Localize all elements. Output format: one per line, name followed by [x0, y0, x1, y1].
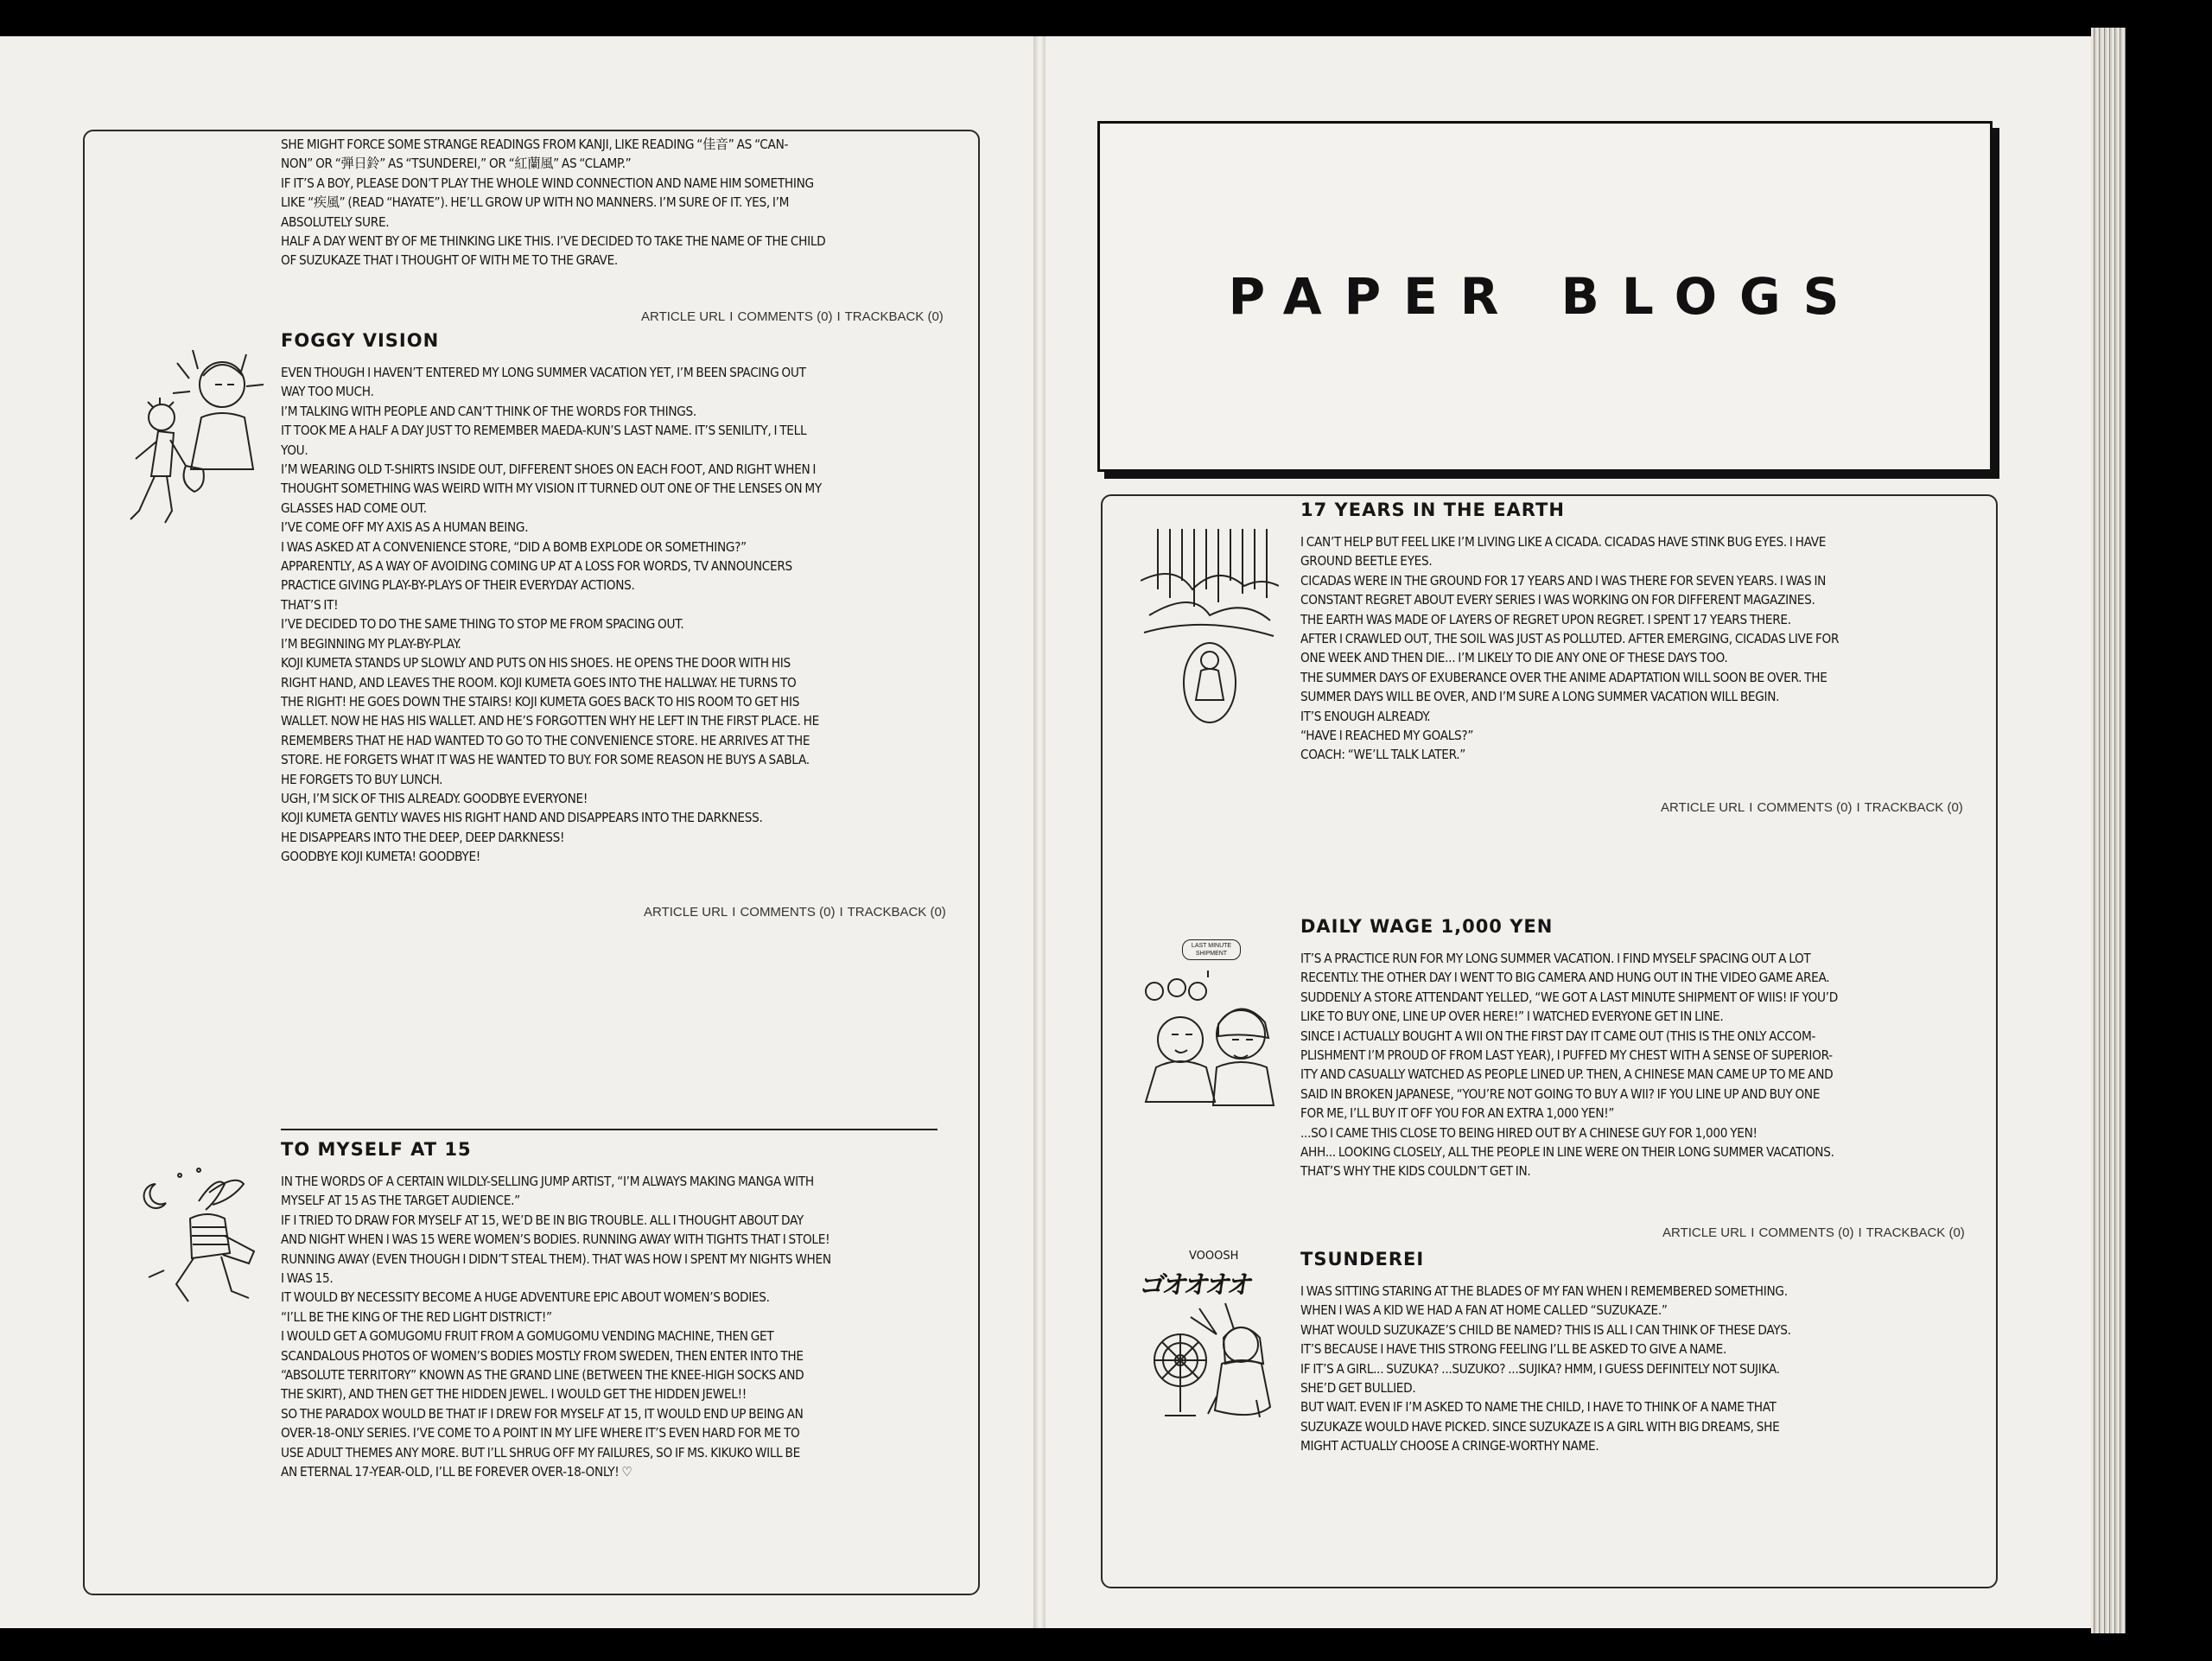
- entry-body: [281, 363, 972, 867]
- text-line: SCANDALOUS PHOTOS OF WOMEN’S BODIES MOSTLY FROM SWEDEN, THEN ENTER INTO THE: [281, 1347, 804, 1364]
- continued-entry: [281, 135, 972, 270]
- text-line: “HAVE I REACHED MY GOALS?”: [1300, 728, 1474, 744]
- text-line: THAT’S IT!: [281, 596, 339, 613]
- text-line: I’M WEARING OLD T-SHIRTS INSIDE OUT, DIFFERENT SHOES ON EACH FOOT, AND RIGHT WHEN I: [281, 461, 817, 478]
- meta-separator: I: [1751, 1225, 1755, 1240]
- page-edges: [2091, 28, 2127, 1633]
- text-line: FOR ME, I’LL BUY IT OFF YOU FOR AN EXTRA 1,000 YEN!”: [1300, 1105, 1615, 1122]
- text-line: COACH: “WE’LL TALK LATER.”: [1300, 747, 1466, 763]
- meta-separator: I: [836, 309, 841, 324]
- text-line: HE DISAPPEARS INTO THE DEEP, DEEP DARKNESS!: [281, 829, 565, 845]
- entry-body: [1300, 1282, 1992, 1456]
- text-line: SINCE I ACTUALLY BOUGHT A WII ON THE FIRST DAY IT CAME OUT (THIS IS THE ONLY ACCOM-: [1300, 1028, 1816, 1044]
- text-line: THOUGHT SOMETHING WAS WEIRD WITH MY VISION IT TURNED OUT ONE OF THE LENSES ON MY: [281, 480, 822, 497]
- meta-separator: I: [1856, 800, 1860, 815]
- text-line: ABSOLUTELY SURE.: [281, 213, 390, 230]
- text-line: PRACTICE GIVING PLAY-BY-PLAYS OF THEIR EVERYDAY ACTIONS.: [281, 577, 635, 594]
- article-url-link[interactable]: ARTICLE URL: [641, 309, 726, 324]
- comments-link[interactable]: COMMENTS (0): [1757, 800, 1853, 815]
- continued-entry-meta: [641, 309, 944, 324]
- sfx-text: VOOOSH: [1189, 1250, 1239, 1263]
- text-line: THE RIGHT! HE GOES DOWN THE STAIRS! KOJI KUMETA GOES BACK TO HIS ROOM TO GET HIS: [281, 693, 800, 710]
- text-line: I’VE DECIDED TO DO THE SAME THING TO STOP ME FROM SPACING OUT.: [281, 616, 684, 633]
- trackback-link[interactable]: TRACKBACK (0): [844, 309, 944, 324]
- section-title: PAPER BLOGS: [1228, 267, 1862, 326]
- entry-title: 17 YEARS IN THE EARTH: [1300, 500, 1565, 520]
- text-line: BUT WAIT. EVEN IF I’M ASKED TO NAME THE CHILD, I HAVE TO THINK OF A NAME THAT: [1300, 1399, 1777, 1416]
- entry-tsunderei: [1300, 1249, 1992, 1456]
- text-line: YOU.: [281, 442, 308, 458]
- text-line: I CAN’T HELP BUT FEEL LIKE I’M LIVING LIKE A CICADA. CICADAS HAVE STINK BUG EYES. I HAVE: [1300, 534, 1827, 550]
- text-line: HE FORGETS TO BUY LUNCH.: [281, 771, 443, 787]
- cicada-tree-illustration: [1141, 529, 1279, 728]
- text-line: I WAS SITTING STARING AT THE BLADES OF MY FAN WHEN I REMEMBERED SOMETHING.: [1300, 1283, 1788, 1299]
- text-line: AN ETERNAL 17-YEAR-OLD, I’LL BE FOREVER OVER-18-ONLY! ♡: [281, 1464, 632, 1480]
- text-line: WHAT WOULD SUZUKAZE’S CHILD BE NAMED? THIS IS ALL I CAN THINK OF THESE DAYS.: [1300, 1321, 1791, 1338]
- wii-line-illustration: [1139, 938, 1281, 1115]
- entry-title: TO MYSELF AT 15: [281, 1129, 938, 1163]
- text-line: SUDDENLY A STORE ATTENDANT YELLED, “WE GOT A LAST MINUTE SHIPMENT OF WIIS! IF YOU’D: [1300, 989, 1838, 1005]
- text-line: I WAS 15.: [281, 1270, 334, 1287]
- text-line: SO THE PARADOX WOULD BE THAT IF I DREW FOR MYSELF AT 15, IT WOULD END UP BEING AN: [281, 1405, 804, 1422]
- text-line: AND NIGHT WHEN I WAS 15 WERE WOMEN’S BODIES. RUNNING AWAY WITH TIGHTS THAT I STOLE!: [281, 1231, 830, 1248]
- meta-separator: I: [839, 905, 843, 920]
- text-line: SAID IN BROKEN JAPANESE, “YOU’RE NOT GOING TO BUY A WII? IF YOU LINE UP AND BUY ONE: [1300, 1085, 1821, 1102]
- text-line: ...SO I CAME THIS CLOSE TO BEING HIRED OUT BY A CHINESE GUY FOR 1,000 YEN!: [1300, 1124, 1758, 1141]
- text-line: IF IT’S A GIRL... SUZUKA? ...SUZUKO? ...SUJIKA? HMM, I GUESS DEFINITELY NOT SUJIKA.: [1300, 1360, 1780, 1377]
- text-line: ITY AND CASUALLY WATCHED AS PEOPLE LINED UP. THEN, A CHINESE MAN CAME UP TO ME AND: [1300, 1066, 1834, 1083]
- text-line: THE SKIRT), AND THEN GET THE HIDDEN JEWEL. I WOULD GET THE HIDDEN JEWEL!!: [281, 1386, 747, 1403]
- text-line: IN THE WORDS OF A CERTAIN WILDLY-SELLING JUMP ARTIST, “I’M ALWAYS MAKING MANGA WITH: [281, 1174, 814, 1189]
- entry-17-years-in-the-earth: [1300, 500, 1992, 765]
- text-line: LIKE TO BUY ONE, LINE UP OVER HERE!” I WATCHED EVERYONE GET IN LINE.: [1300, 1009, 1724, 1025]
- text-line: STORE. HE FORGETS WHAT IT WAS HE WANTED TO BUY. FOR SOME REASON HE BUYS A SABLA.: [281, 752, 810, 768]
- trackback-link[interactable]: TRACKBACK (0): [1864, 800, 1963, 815]
- text-line: EVEN THOUGH I HAVEN’T ENTERED MY LONG SUMMER VACATION YET, I’M BEEN SPACING OUT: [281, 365, 806, 380]
- meta-separator: I: [1858, 1225, 1862, 1240]
- text-line: ONE WEEK AND THEN DIE... I’M LIKELY TO DIE ANY ONE OF THESE DAYS TOO.: [1300, 650, 1728, 666]
- text-line: USE ADULT THEMES ANY MORE. BUT I’LL SHRUG OFF MY FAILURES, SO IF MS. KIKUKO WILL BE: [281, 1444, 800, 1461]
- text-line: I’M TALKING WITH PEOPLE AND CAN’T THINK OF THE WORDS FOR THINGS.: [281, 403, 696, 419]
- meta-separator: I: [732, 905, 736, 920]
- last-minute-shipment-sign: LAST MINUTE SHIPMENT: [1182, 939, 1241, 960]
- text-line: GROUND BEETLE EYES.: [1300, 553, 1433, 570]
- text-line: IT TOOK ME A HALF A DAY JUST TO REMEMBER MAEDA-KUN’S LAST NAME. IT’S SENILITY, I TELL: [281, 423, 807, 439]
- text-line: GOODBYE KOJI KUMETA! GOODBYE!: [281, 849, 480, 865]
- text-line: WHEN I WAS A KID WE HAD A FAN AT HOME CALLED “SUZUKAZE.”: [1300, 1302, 1668, 1319]
- text-line: SUZUKAZE WOULD HAVE PICKED. SINCE SUZUKAZE IS A GIRL WITH BIG DREAMS, SHE: [1300, 1418, 1780, 1435]
- entry-body: [1300, 949, 1957, 1181]
- text-line: APPARENTLY, AS A WAY OF AVOIDING COMING UP AT A LOSS FOR WORDS, TV ANNOUNCERS: [281, 558, 792, 575]
- text-line: MIGHT ACTUALLY CHOOSE A CRINGE-WORTHY NAME.: [1300, 1438, 1599, 1454]
- text-line: RUNNING AWAY (EVEN THOUGH I DIDN’T STEAL THEM). THAT WAS HOW I SPENT MY NIGHTS WHEN: [281, 1251, 831, 1267]
- book-gutter: [1033, 36, 1046, 1628]
- text-line: GLASSES HAD COME OUT.: [281, 500, 427, 516]
- text-line: PLISHMENT I’M PROUD OF FROM LAST YEAR), I PUFFED MY CHEST WITH A SENSE OF SUPERIOR-: [1300, 1047, 1833, 1064]
- article-url-link[interactable]: ARTICLE URL: [1661, 800, 1745, 815]
- entry-body: [1300, 532, 1992, 765]
- text-line: IF I TRIED TO DRAW FOR MYSELF AT 15, WE’D BE IN BIG TROUBLE. ALL I THOUGHT ABOUT DAY: [281, 1212, 804, 1228]
- entry-body: [281, 1172, 972, 1482]
- text-line: SHE’D GET BULLIED.: [1300, 1380, 1416, 1397]
- text-line: “ABSOLUTE TERRITORY” KNOWN AS THE GRAND LINE (BETWEEN THE KNEE-HIGH SOCKS AND: [281, 1367, 804, 1384]
- text-line: MYSELF AT 15 AS THE TARGET AUDIENCE.”: [281, 1193, 520, 1209]
- text-line: CONSTANT REGRET ABOUT EVERY SERIES I WAS WORKING ON FOR DIFFERENT MAGAZINES.: [1300, 592, 1815, 608]
- entry-title: FOGGY VISION: [281, 330, 440, 351]
- trackback-link[interactable]: TRACKBACK (0): [847, 905, 946, 920]
- fan-illustration: [1139, 1248, 1281, 1442]
- meta-separator: I: [1749, 800, 1753, 815]
- text-line: HALF A DAY WENT BY OF ME THINKING LIKE THIS. I’VE DECIDED TO TAKE THE NAME OF THE CHILD: [281, 233, 826, 250]
- text-line: RECENTLY. THE OTHER DAY I WENT TO BIG CAMERA AND HUNG OUT IN THE VIDEO GAME AREA.: [1300, 970, 1830, 986]
- text-line: I’M BEGINNING MY PLAY-BY-PLAY.: [281, 635, 461, 652]
- text-line: I’VE COME OFF MY AXIS AS A HUMAN BEING.: [281, 519, 529, 536]
- entry-daily-wage-1000-yen: [1300, 916, 1957, 1181]
- text-line: KOJI KUMETA GENTLY WAVES HIS RIGHT HAND AND DISAPPEARS INTO THE DARKNESS.: [281, 810, 763, 826]
- foggy-vision-meta: [644, 905, 946, 920]
- text-line: AFTER I CRAWLED OUT, THE SOIL WAS JUST AS POLLUTED. AFTER EMERGING, CICADAS LIVE FOR: [1300, 631, 1840, 647]
- text-line: WALLET. NOW HE HAS HIS WALLET. AND HE’S FORGOTTEN WHY HE LEFT IN THE FIRST PLACE. HE: [281, 713, 819, 729]
- text-line: RIGHT HAND, AND LEAVES THE ROOM. KOJI KUMETA GOES INTO THE HALLWAY. HE TURNS TO: [281, 674, 797, 690]
- meta-separator: I: [729, 309, 734, 324]
- text-line: IT WOULD BY NECESSITY BECOME A HUGE ADVENTURE EPIC ABOUT WOMEN’S BODIES.: [281, 1289, 770, 1306]
- text-line: NON” OR “弾日鈴” AS “TSUNDEREI,” OR “紅蘭風” AS “CLAMP.”: [281, 156, 632, 172]
- text-line: OVER-18-ONLY SERIES. I’VE COME TO A POINT IN MY LIFE WHERE IT’S EVEN HARD FOR ME TO: [281, 1425, 800, 1441]
- text-line: THE EARTH WAS MADE OF LAYERS OF REGRET UPON REGRET. I SPENT 17 YEARS THERE.: [1300, 611, 1791, 627]
- comments-link[interactable]: COMMENTS (0): [740, 905, 836, 920]
- article-url-link[interactable]: ARTICLE URL: [644, 905, 728, 920]
- article-url-link[interactable]: ARTICLE URL: [1662, 1225, 1747, 1240]
- daily-wage-meta: [1662, 1225, 1965, 1240]
- entry-title: DAILY WAGE 1,000 YEN: [1300, 916, 1554, 937]
- trackback-link[interactable]: TRACKBACK (0): [1866, 1225, 1965, 1240]
- text-line: UGH, I’M SICK OF THIS ALREADY. GOODBYE EVERYONE!: [281, 790, 588, 806]
- text-line: IT’S ENOUGH ALREADY.: [1300, 708, 1431, 724]
- text-line: THAT’S WHY THE KIDS COULDN’T GET IN.: [1300, 1163, 1531, 1180]
- text-line: WAY TOO MUCH.: [281, 384, 374, 400]
- text-line: “I’LL BE THE KING OF THE RED LIGHT DISTRICT!”: [281, 1308, 552, 1325]
- text-line: REMEMBERS THAT HE HAD WANTED TO GO TO THE CONVENIENCE STORE. HE ARRIVES AT THE: [281, 732, 810, 748]
- sfx-kana: ゴオオオオ: [1137, 1270, 1253, 1301]
- comments-link[interactable]: COMMENTS (0): [737, 309, 833, 324]
- text-line: SUMMER DAYS WILL BE OVER, AND I’M SURE A LONG SUMMER VACATION WILL BEGIN.: [1300, 689, 1780, 705]
- text-line: SHE MIGHT FORCE SOME STRANGE READINGS FROM KANJI, LIKE READING “佳音” AS “CAN-: [281, 137, 789, 152]
- entry-foggy-vision: [281, 330, 972, 867]
- text-line: KOJI KUMETA STANDS UP SLOWLY AND PUTS ON HIS SHOES. HE OPENS THE DOOR WITH HIS: [281, 655, 791, 671]
- foggy-vision-illustration: [125, 350, 268, 553]
- text-line: LIKE “疾風” (READ “HAYATE”). HE’LL GROW UP WITH NO MANNERS. I’M SURE OF IT. YES, I’M: [281, 194, 790, 211]
- 17-years-meta: [1661, 800, 1963, 815]
- section-title-box: [1097, 121, 1993, 472]
- comments-link[interactable]: COMMENTS (0): [1758, 1225, 1854, 1240]
- text-line: IT’S A PRACTICE RUN FOR MY LONG SUMMER VACATION. I FIND MYSELF SPACING OUT A LOT: [1300, 951, 1811, 966]
- text-line: THE SUMMER DAYS OF EXUBERANCE OVER THE ANIME ADAPTATION WILL SOON BE OVER. THE: [1300, 669, 1827, 685]
- text-line: CICADAS WERE IN THE GROUND FOR 17 YEARS AND I WAS THERE FOR SEVEN YEARS. I WAS IN: [1300, 572, 1827, 589]
- text-line: I WOULD GET A GOMUGOMU FRUIT FROM A GOMUGOMU VENDING MACHINE, THEN GET: [281, 1328, 774, 1345]
- entry-to-myself-at-15: [281, 1129, 972, 1482]
- text-line: AHH... LOOKING CLOSELY, ALL THE PEOPLE IN LINE WERE ON THEIR LONG SUMMER VACATIONS.: [1300, 1144, 1834, 1161]
- text-line: IT’S BECAUSE I HAVE THIS STRONG FEELING I’LL BE ASKED TO GIVE A NAME.: [1300, 1341, 1726, 1358]
- to-myself-illustration: [138, 1167, 268, 1331]
- entry-title: TSUNDEREI: [1300, 1249, 1425, 1270]
- book-edge-shadow: [2126, 28, 2212, 1633]
- text-line: I WAS ASKED AT A CONVENIENCE STORE, “DID A BOMB EXPLODE OR SOMETHING?”: [281, 538, 747, 555]
- continued-entry-body: [281, 135, 972, 270]
- text-line: IF IT’S A BOY, PLEASE DON’T PLAY THE WHOLE WIND CONNECTION AND NAME HIM SOMETHING: [281, 175, 814, 191]
- text-line: OF SUZUKAZE THAT I THOUGHT OF WITH ME TO THE GRAVE.: [281, 252, 618, 269]
